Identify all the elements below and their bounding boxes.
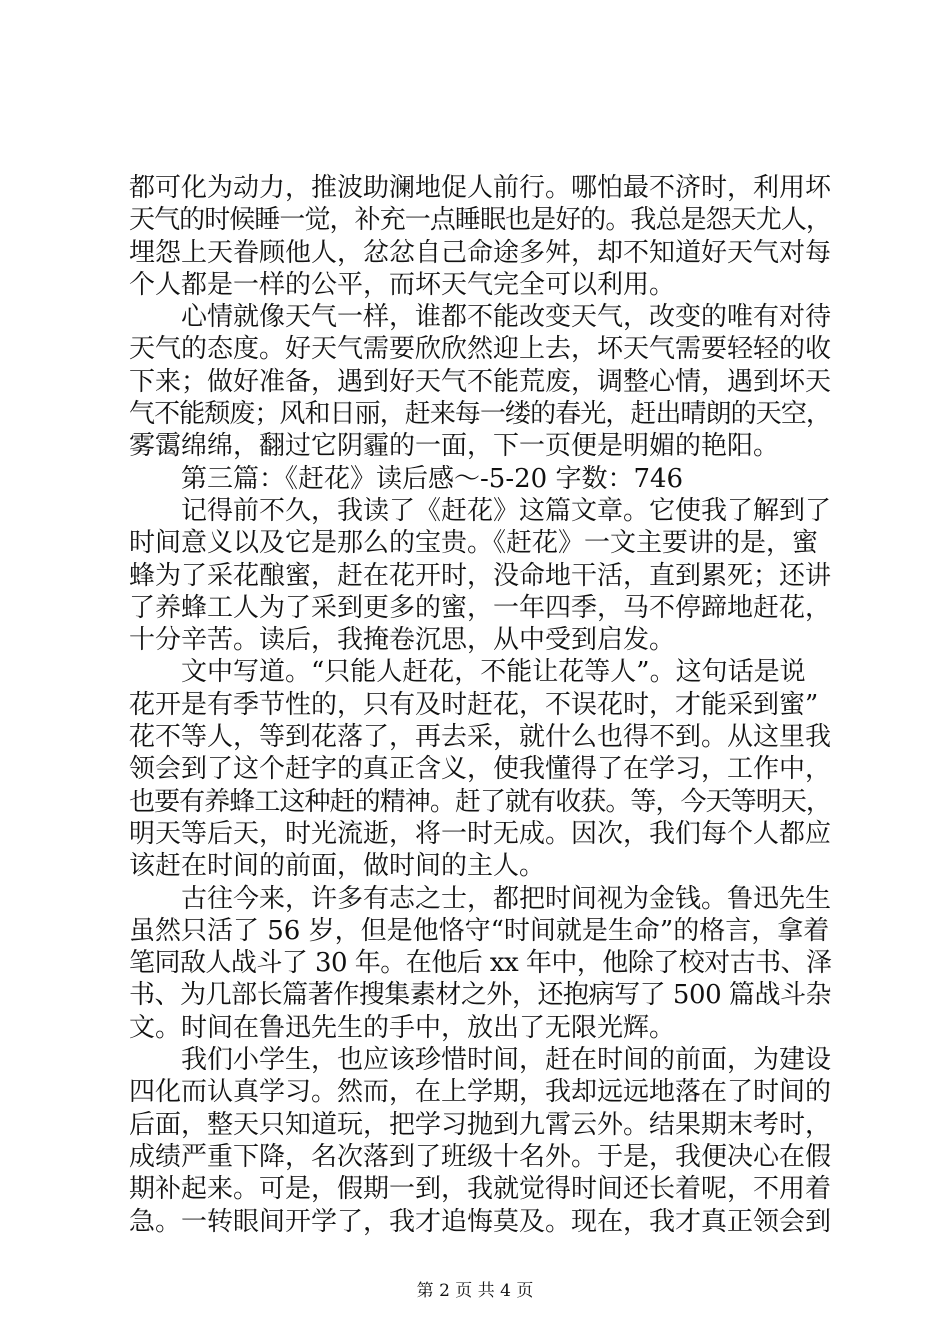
text-line: 天气的时候睡一觉，补充一点睡眠也是好的。我总是怨天尤人， [129,205,831,236]
text-line: 埋怨上天眷顾他人，忿忿自己命途多舛，却不知道好天气对每 [129,237,832,268]
text-line: 时间意义以及它是那么的宝贵。《赶花》一文主要讲的是，蜜 [129,528,819,559]
text-line: 期补起来。可是，假期一到，我就觉得时间还长着呢，不用着 [129,1174,832,1205]
text-line: 书、为几部长篇著作搜集素材之外，还抱病写了 500 篇战斗杂 [129,980,832,1011]
text-line: 文中写道。“只能人赶花，不能让花等人”。这句话是说 [129,657,806,688]
text-line: 也要有养蜂工这种赶的精神。赶了就有收获。等，今天等明天， [129,786,831,817]
text-line: 下来；做好准备，遇到好天气不能荒废，调整心情，遇到坏天 [129,366,832,397]
text-line: 领会到了这个赶字的真正含义，使我懂得了在学习，工作中， [129,754,832,785]
text-line: 天气的态度。好天气需要欣欣然迎上去，坏天气需要轻轻的收 [129,334,832,365]
text-line: 记得前不久，我读了《赶花》这篇文章。它使我了解到了 [129,495,832,526]
text-line: 第三篇：《赶花》读后感～-5-20 字数：746 [129,463,684,494]
page-footer: 第 2 页 共 4 页 [416,1281,534,1301]
text-line: 成绩严重下降，名次落到了班级十名外。于是，我便决心在假 [129,1141,832,1172]
text-line: 急。一转眼间开学了，我才追悔莫及。现在，我才真正领会到 [129,1206,832,1237]
text-line: 笔同敌人战斗了 30 年。在他后 xx 年中，他除了校对古书、泽 [129,948,832,979]
text-line: 古往今来，许多有志之士，都把时间视为金钱。鲁迅先生 [129,883,832,914]
text-line: 气不能颓废；风和日丽，赶来每一缕的春光，赶出晴朗的天空， [129,399,831,430]
text-line: 花开是有季节性的，只有及时赶花，不误花时，才能采到蜜” [129,689,819,720]
text-line: 该赶在时间的前面，做时间的主人。 [129,851,546,882]
text-line: 文。时间在鲁迅先生的手中，放出了无限光辉。 [129,1012,676,1043]
text-line: 十分辛苦。读后，我掩卷沉思，从中受到启发。 [129,625,676,656]
text-line: 蜂为了采花酿蜜，赶在花开时，没命地干活，直到累死；还讲 [129,560,832,591]
text-line: 四化而认真学习。然而，在上学期，我却远远地落在了时间的 [129,1077,832,1108]
text-line: 虽然只活了 56 岁，但是他恪守“时间就是生命”的格言，拿着 [129,915,830,946]
text-line: 我们小学生，也应该珍惜时间，赶在时间的前面，为建设 [129,1045,832,1076]
body-text [129,172,832,1238]
text-line: 雾霭绵绵，翻过它阴霾的一面，下一页便是明媚的艳阳。 [129,431,780,462]
text-line: 都可化为动力，推波助澜地促人前行。哪怕最不济时，利用坏 [129,173,832,203]
text-line: 了养蜂工人为了采到更多的蜜，一年四季，马不停蹄地赶花， [129,592,832,623]
text-line: 个人都是一样的公平，而坏天气完全可以利用。 [129,269,676,300]
text-line: 后面，整天只知道玩，把学习抛到九霄云外。结果期末考时， [129,1109,832,1140]
text-line: 花不等人，等到花落了，再去采，就什么也得不到。从这里我 [129,722,832,753]
text-line: 明天等后天，时光流逝，将一时无成。因次，我们每个人都应 [129,818,832,849]
text-line: 心情就像天气一样，谁都不能改变天气，改变的唯有对待 [129,302,832,333]
